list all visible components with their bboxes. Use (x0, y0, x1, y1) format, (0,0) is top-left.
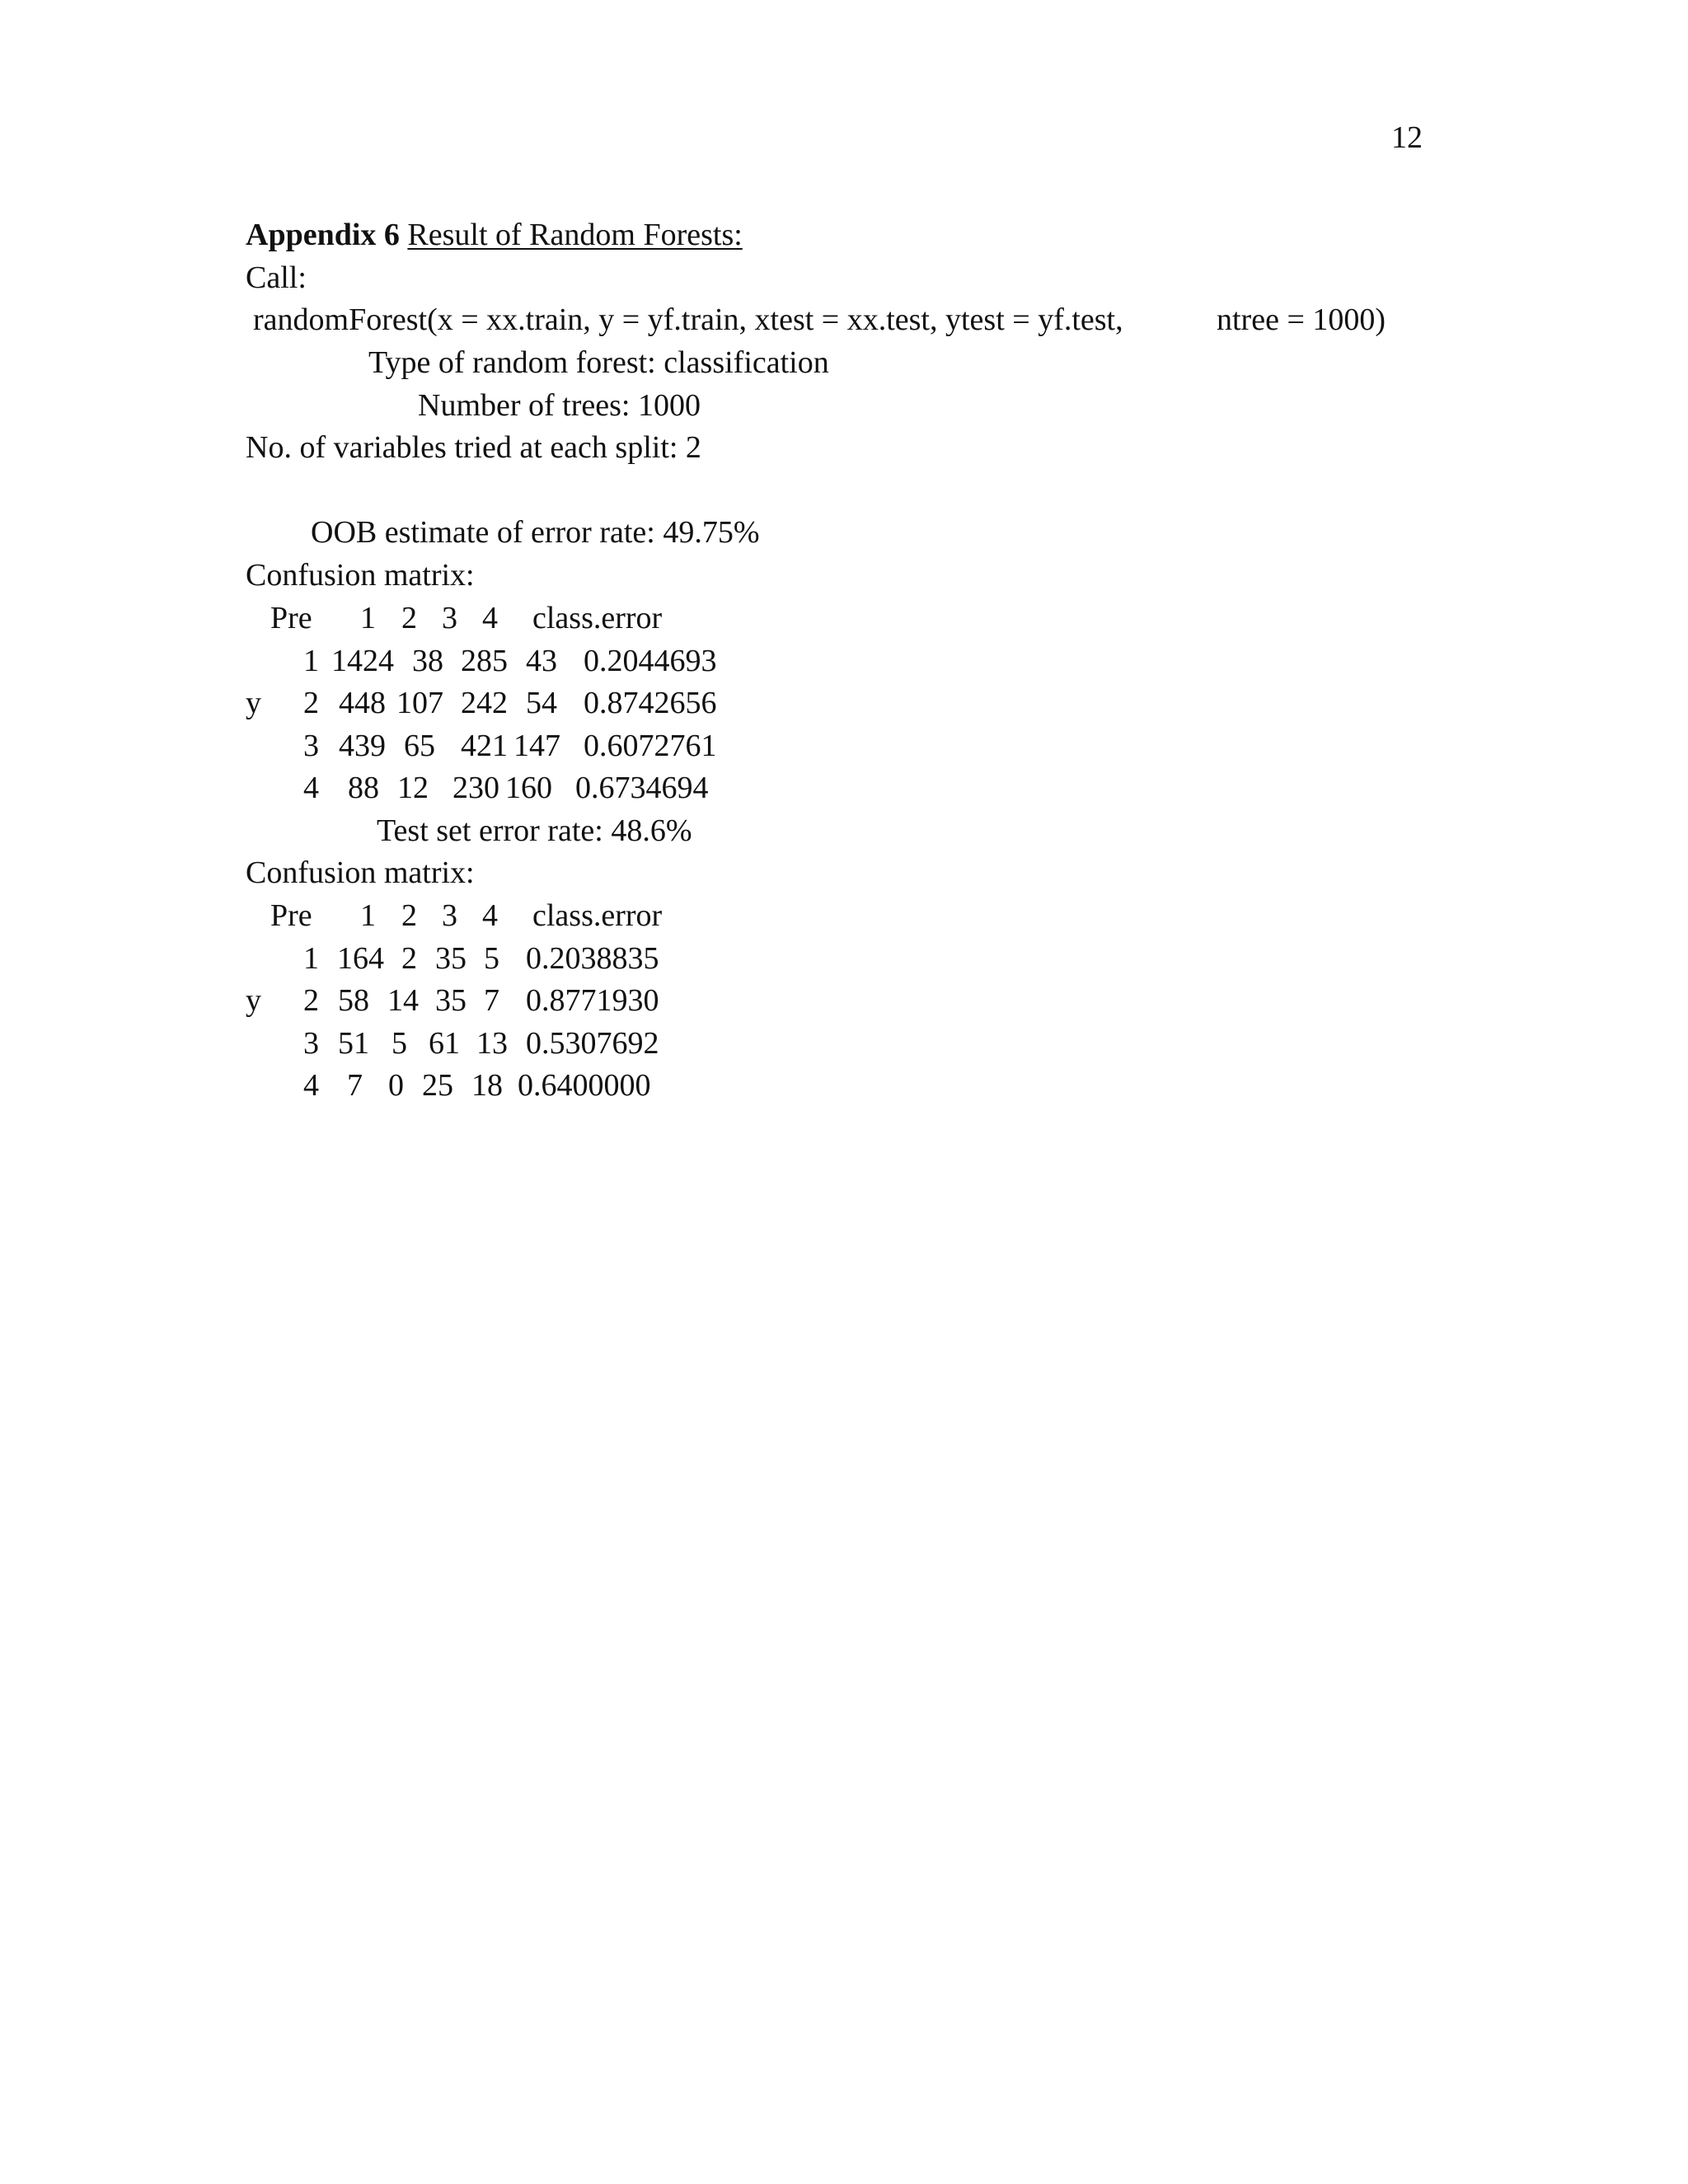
train-cell: 12 (397, 771, 429, 805)
train-header-col3: 3 (442, 601, 457, 635)
train-y-label: y (246, 686, 261, 720)
train-cell: 65 (404, 729, 435, 763)
train-matrix-row (0, 645, 1688, 678)
train-cell: 242 (461, 686, 508, 720)
train-header-col2: 2 (401, 601, 417, 635)
train-row-label: 4 (303, 771, 319, 805)
test-corner-label: Pre (270, 898, 312, 933)
train-cell: 421 (461, 729, 508, 763)
test-cell: 18 (471, 1068, 503, 1103)
test-matrix-row (0, 1070, 1688, 1103)
train-class-error: 0.2044693 (584, 644, 717, 678)
test-row-label: 4 (303, 1068, 319, 1103)
train-row-label: 2 (303, 686, 319, 720)
train-class-error: 0.6734694 (575, 771, 709, 805)
test-row-label: 1 (303, 941, 319, 976)
call-code: randomForest(x = xx.train, y = yf.train, xtest = xx.test, ytest = yf.test, (253, 302, 1123, 337)
train-cell: 147 (513, 729, 560, 763)
test-cell: 58 (338, 983, 369, 1018)
train-matrix-row (0, 730, 1688, 763)
test-header-col2: 2 (401, 898, 417, 933)
test-error-rate: Test set error rate: 48.6% (377, 813, 692, 848)
page-number: 12 (1391, 120, 1423, 155)
call-label: Call: (246, 260, 307, 295)
test-cell: 2 (401, 941, 417, 976)
test-cell: 13 (476, 1026, 508, 1061)
test-cell: 35 (435, 983, 467, 1018)
test-cell: 5 (484, 941, 499, 976)
test-class-error: 0.6400000 (518, 1068, 651, 1103)
test-cell: 51 (338, 1026, 369, 1061)
train-cell: 54 (526, 686, 557, 720)
train-class-error: 0.8742656 (584, 686, 717, 720)
train-matrix-header (0, 602, 1688, 635)
train-cell: 43 (526, 644, 557, 678)
appendix-heading (246, 219, 743, 251)
train-cell: 88 (348, 771, 379, 805)
test-header-col3: 3 (442, 898, 457, 933)
test-matrix-row (0, 1028, 1688, 1061)
train-cell: 160 (505, 771, 552, 805)
test-row-label: 2 (303, 983, 319, 1018)
test-class-error: 0.8771930 (526, 983, 659, 1018)
train-cell: 285 (461, 644, 508, 678)
train-cell: 439 (339, 729, 386, 763)
test-cell: 25 (422, 1068, 453, 1103)
variables-per-split: No. of variables tried at each split: 2 (246, 430, 701, 465)
test-header-col1: 1 (360, 898, 376, 933)
test-cell: 35 (435, 941, 467, 976)
train-matrix-row (0, 772, 1688, 805)
forest-type: Type of random forest: classification (368, 345, 829, 380)
train-cell: 448 (339, 686, 386, 720)
oob-error-rate: OOB estimate of error rate: 49.75% (311, 515, 760, 550)
train-header-col1: 1 (360, 601, 376, 635)
appendix-title: Result of Random Forests: (407, 218, 743, 252)
train-cell: 1424 (331, 644, 394, 678)
test-cell: 0 (388, 1068, 404, 1103)
train-row-label: 1 (303, 644, 319, 678)
test-matrix-row (0, 985, 1688, 1018)
test-cell: 7 (347, 1068, 363, 1103)
train-row-label: 3 (303, 729, 319, 763)
test-cell: 61 (429, 1026, 460, 1061)
train-header-class-error: class.error (532, 601, 663, 635)
test-header-class-error: class.error (532, 898, 663, 933)
train-class-error: 0.6072761 (584, 729, 717, 763)
train-cell: 38 (412, 644, 443, 678)
test-matrix-header (0, 900, 1688, 933)
call-code-tail: ntree = 1000) (1217, 302, 1386, 337)
test-matrix-row (0, 943, 1688, 976)
train-cell: 230 (452, 771, 499, 805)
test-cell: 164 (337, 941, 384, 976)
test-y-label: y (246, 983, 261, 1018)
appendix-label: Appendix 6 (246, 218, 400, 252)
train-header-col4: 4 (482, 601, 498, 635)
train-confusion-title: Confusion matrix: (246, 558, 475, 593)
test-class-error: 0.5307692 (526, 1026, 659, 1061)
train-cell: 107 (396, 686, 443, 720)
test-header-col4: 4 (482, 898, 498, 933)
test-confusion-title: Confusion matrix: (246, 855, 475, 890)
test-cell: 14 (387, 983, 419, 1018)
test-row-label: 3 (303, 1026, 319, 1061)
test-cell: 7 (484, 983, 499, 1018)
number-of-trees: Number of trees: 1000 (418, 388, 701, 423)
train-corner-label: Pre (270, 601, 312, 635)
test-class-error: 0.2038835 (526, 941, 659, 976)
test-cell: 5 (392, 1026, 407, 1061)
train-matrix-row (0, 687, 1688, 720)
